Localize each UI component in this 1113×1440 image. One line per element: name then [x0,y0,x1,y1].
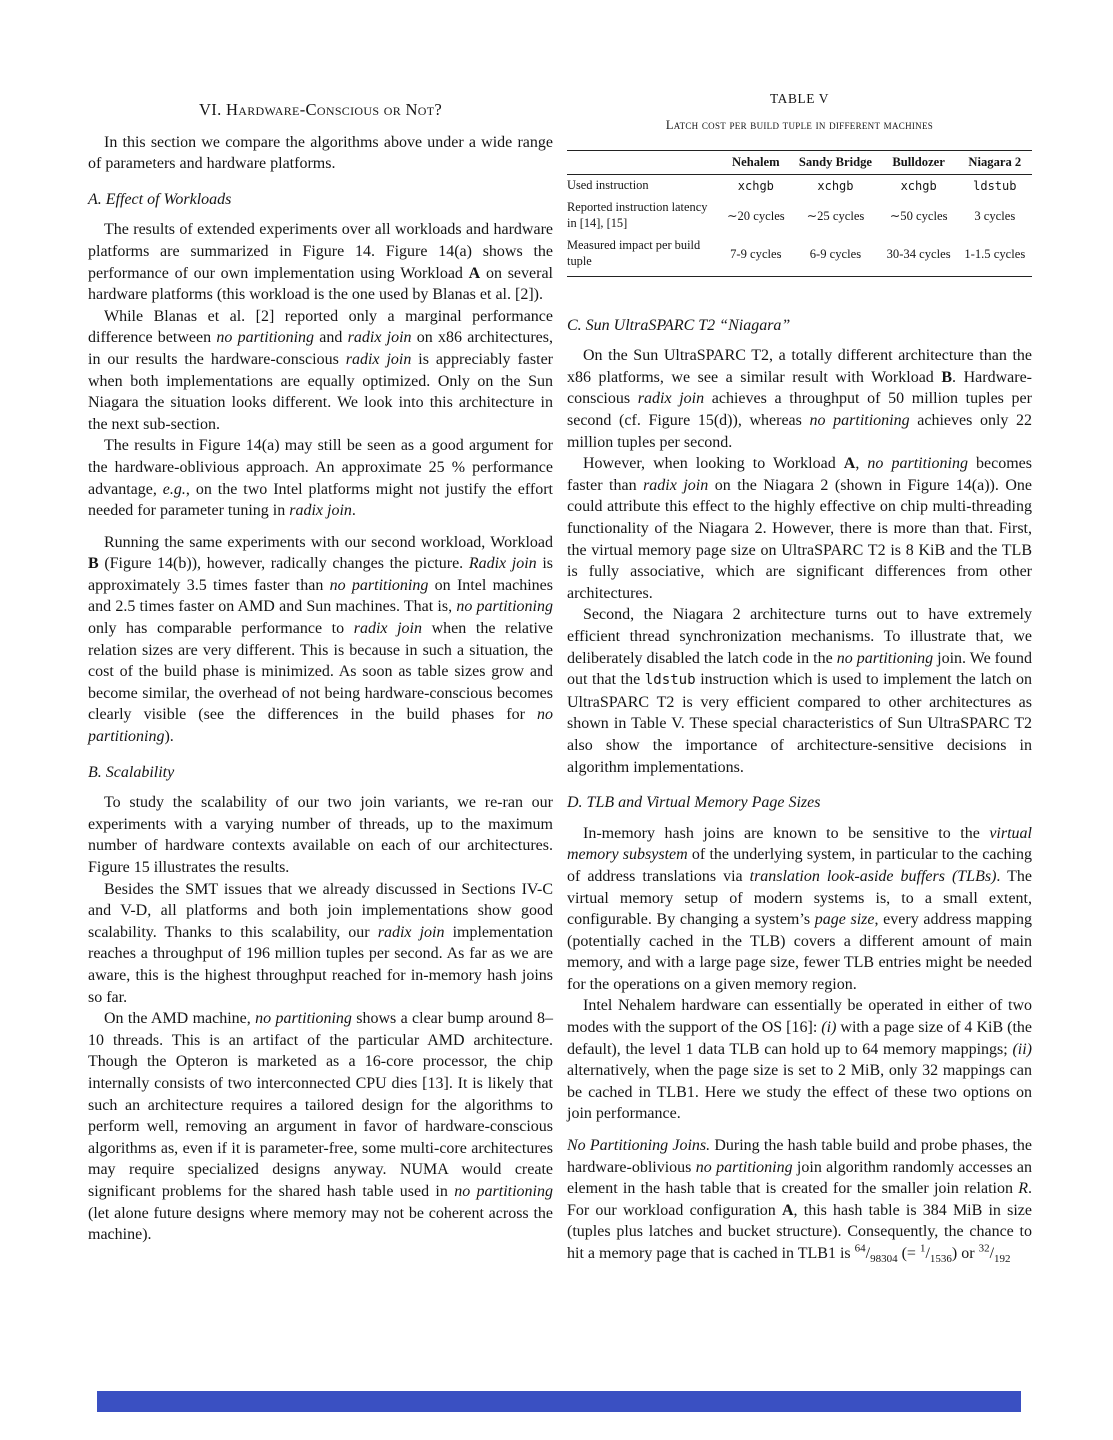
paragraph: On the AMD machine, no partitioning shows a clear bump around 8–10 threads. This is an artifact of the particular AMD architecture. Though the Opteron is marketed as a 16-core processor, the chip internally consists of two interconnected CPU dies [13]. It is likely that such an architecture requires a tailored design for the algorithms to perform well, removing an argument in favor of hardware-conscious algorithms as, even if it is parameter-free, some multi-core architectures may require specialized designs anyway. NUMA would create significant problems for the shared hash table used in no partitioning (let alone future designs where memory may not be coherent across the machine). [88,1010,554,1244]
right-column [567,88,1032,1265]
table-cell: ∼20 cycles [726,208,785,223]
table-header-cell [567,151,720,175]
table-header-row [567,151,1032,175]
paragraph: While Blanas et al. [2] reported only a marginal performance difference between no partitioning and radix join on x86 architectures, in our results the hardware-conscious radix join is appreciably faster when both implementations are equally optimized. Only on the Sun Niagara the situation looks different. We look into this architecture in the next sub-section. [88,307,554,433]
paragraph: The results in Figure 14(a) may still be seen as a good argument for the hardware-oblivious approach. An approximate 25 % performance advantage, e.g., on the two Intel platforms might not justify the effort needed for parameter tuning in radix join. [88,437,553,520]
paragraph: Intel Nehalem hardware can essentially be operated in either of two modes with the support of the OS [16]: (i) with a page size of 4 KiB (the default), the level 1 data TLB can hold up to 64 memory mappings; (ii) alternatively, when the page size is set to 2 MiB, only 32 mappings can be cached in TLB1. Here we study the effect of these two options on join performance. [567,997,1032,1123]
paragraph: In-memory hash joins are known to be sensitive to the virtual memory subsystem of the underlying system, in particular to the caching of address translations via translation look-aside buffers (TLBs). The virtual memory setup of modern systems is, to a small extent, configurable. By changing a system’s page size, every address mapping (potentially cached in the TLB) covers a different amount of main memory, and with a large page size, fewer TLB entries might be needed for the operations on a given memory region. [567,824,1033,993]
table-cell: Used instruction [567,178,649,193]
table-cell: 3 cycles [974,208,1016,223]
latch-cost-table [567,150,1032,276]
paragraph: In this section we compare the algorithms above under a wide range of parameters and hardware platforms. [88,133,553,173]
subsection-heading-c: C. Sun UltraSPARC T2 “Niagara” [567,316,791,334]
subsection-heading-b: B. Scalability [88,763,175,781]
table-header-cell: Nehalem [720,151,791,175]
table-cell: 30-34 cycles [880,235,958,276]
table-header-cell: Sandy Bridge [791,151,879,175]
paragraph: To study the scalability of our two join variants, we re-ran our experiments with a varying number of threads, up to the maximum number of hardware contexts available on each of our architectures. Figure 15 illustrates the results. [88,794,553,876]
table-cell: ∼50 cycles [889,208,948,223]
table-v [567,88,1032,277]
table-cell: xchgb [817,178,854,193]
section-heading-vi: VI. Hardware-Conscious or Not? [198,100,443,119]
table-cell: ∼25 cycles [806,208,865,223]
table-cell: xchgb [737,178,774,193]
paragraph: No Partitioning Joins. During the hash table build and probe phases, the hardware-oblivious no partitioning join algorithm randomly accesses an element in the hash table that is created for the smaller join relation R. For our workload configuration A, this hash table is 384 MiB in size (tuples plus latches and bucket structure). Consequently, the chance to hit a memory page that is cached in TLB1 is $^{64}/_{98304}$ (= $^1/_{1536}$) or $^{32}/_{192}$ [567,1137,1033,1266]
paragraph: Running the same experiments with our second workload, Workload B (Figure 14(b)), however, radically changes the picture. Radix join is approximately 3.5 times faster than no partitioning on Intel machines and 2.5 times faster on AMD and Sun machines. That is, no partitioning only has comparable performance to radix join when the relative relation sizes are very different. This is because in such a situation, the cost of the build phase is minimized. As soon as table sizes grow and become similar, the overhead of not being hardware-conscious becomes clearly visible (see the differences in the build phases for no partitioning). [88,533,554,746]
paragraph: Besides the SMT issues that we already discussed in Sections IV-C and V-D, all platforms and both join implementations show good scalability. Thanks to this scalability, our radix join implementation reaches a throughput of 196 million tuples per second. As far as we are aware, this is the highest throughput reached for in-memory hash joins so far. [88,880,554,1006]
table-row [567,197,1032,235]
paragraph: However, when looking to Workload A, no partitioning becomes faster than radix join on the Niagara 2 (shown in Figure 14(a)). One could attribute this effect to the highly effective on chip multi-threading functionality of the Niagara 2. However, there is more than that. First, the virtual memory page size on UltraSPARC T2 is 8 KiB and the TLB is fully associative, which are significant differences from other architectures. [567,455,1033,602]
table-row [567,175,1032,197]
paragraph: The results of extended experiments over all workloads and hardware platforms are summarized in Figure 14. Figure 14(a) shows the performance of our own implementation using Workload A on several hardware platforms (this workload is the one used by Blanas et al. [2]). [88,221,554,304]
subsection-heading-a: A. Effect of Workloads [88,190,232,208]
table-cell: ldstub [973,178,1017,193]
paragraph: On the Sun UltraSPARC T2, a totally different architecture than the x86 platforms, we see a similar result with Workload B. Hardware-conscious radix join achieves a throughput of 50 million tuples per second (cf. Figure 15(d)), whereas no partitioning achieves only 22 million tuples per second. [567,347,1033,451]
table-cell: 7-9 cycles [720,235,791,276]
table-cell: Reported instruction latency in [14], [15] [567,200,708,231]
paragraph: Second, the Niagara 2 architecture turns out to have extremely efficient thread synchronization mechanisms. To illustrate that, we deliberately disabled the latch code in the no partitioning join. We found out that the ldstub instruction which is used to implement the latch on UltraSPARC T2 is very efficient compared to other architectures as shown in Table V. These special characteristics of Sun UltraSPARC T2 also show the importance of architecture-sensitive decisions in algorithm implementations. [567,606,1033,776]
table-label: TABLE V [769,91,830,106]
table-header-cell: Niagara 2 [958,151,1032,175]
subsection-heading-d: D. TLB and Virtual Memory Page Sizes [567,794,821,812]
table-row [567,235,1032,276]
table-cell: 6-9 cycles [791,235,879,276]
table-cell: xchgb [900,178,937,193]
table-caption: Latch cost per build tuple in different machines [665,117,934,132]
table-cell: 1-1.5 cycles [958,235,1032,276]
table-header-cell: Bulldozer [880,151,958,175]
left-column [88,99,553,1246]
bottom-blue-bar [97,1391,1021,1412]
table-cell: Measured impact per build tuple [567,235,720,276]
